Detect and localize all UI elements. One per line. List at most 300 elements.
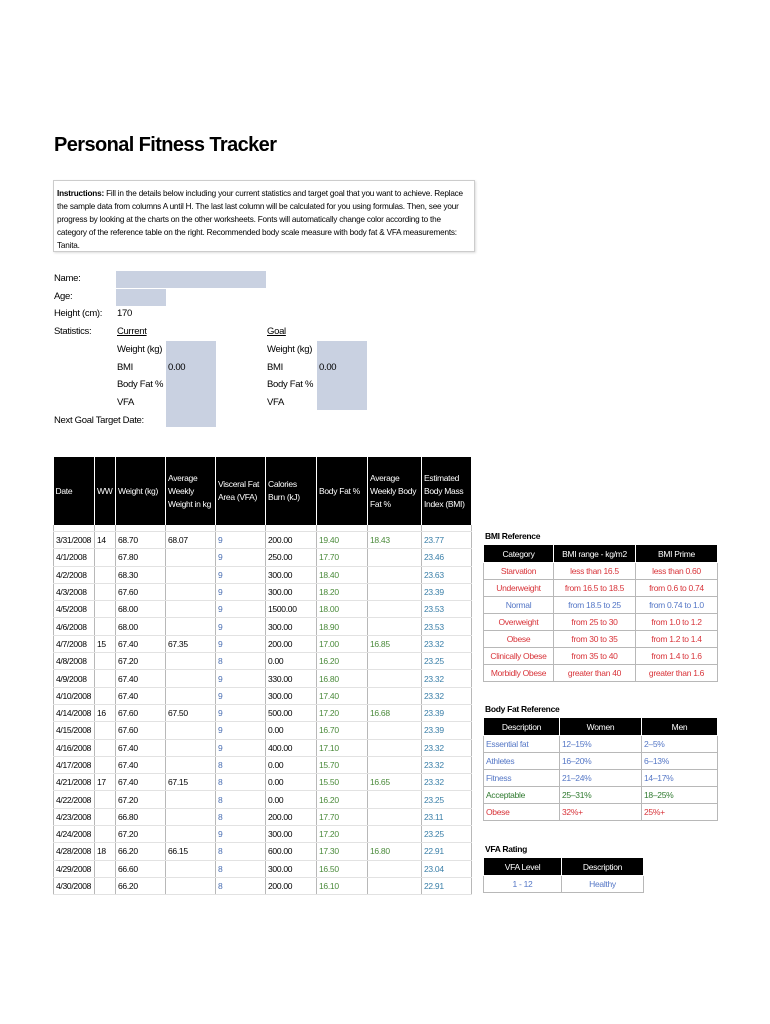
cell-date[interactable]: 4/22/2008 [54,791,95,808]
cell-ww[interactable] [95,549,116,566]
cell-calories[interactable]: 400.00 [266,739,317,756]
cell-calories[interactable]: 330.00 [266,670,317,687]
list-item [484,648,718,665]
list-item [484,804,718,821]
bmi-range-cell: greater than 40 [554,665,636,682]
vfa-description-cell: Healthy [562,876,644,893]
goal-heading: Goal [267,326,286,337]
bodyfat-description-cell: Athletes [484,753,560,770]
cell-vfa[interactable]: 8 [216,791,266,808]
cell-vfa[interactable]: 9 [216,670,266,687]
height-label: Height (cm): [54,308,103,319]
cell-calories[interactable]: 0.00 [266,756,317,773]
bodyfat-col-men: Men [642,718,718,736]
goal-stats-input[interactable] [317,341,367,410]
list-item [484,736,718,753]
cell-ww[interactable] [95,566,116,583]
table-row [54,791,472,808]
table-row [54,566,472,583]
cell-bodyfat[interactable]: 17.00 [317,635,368,652]
cell-calories[interactable]: 0.00 [266,791,317,808]
bodyfat-men-cell: 14–17% [642,770,718,787]
list-item [484,580,718,597]
cell-calories[interactable]: 300.00 [266,618,317,635]
list-item [484,787,718,804]
cell-avg-weight[interactable] [166,601,216,618]
cell-date[interactable]: 4/15/2008 [54,722,95,739]
cell-avg-bodyfat[interactable] [368,808,422,825]
bodyfat-men-cell: 18–25% [642,787,718,804]
table-row [54,774,472,791]
cell-avg-bodyfat[interactable] [368,860,422,877]
bmi-range-cell: from 16.5 to 18.5 [554,580,636,597]
cell-bmi[interactable]: 23.11 [422,808,472,825]
current-bodyfat-label: Body Fat % [117,379,164,390]
bodyfat-col-women: Women [560,718,642,736]
bmi-category-cell: Normal [484,597,554,614]
cell-weight[interactable]: 67.80 [116,549,166,566]
next-goal-date-label: Next Goal Target Date: [54,415,144,426]
col-header-bodyfat: Body Fat % [317,457,368,525]
cell-avg-weight[interactable] [166,670,216,687]
cell-avg-weight[interactable]: 68.07 [166,532,216,549]
cell-bmi[interactable]: 23.39 [422,704,472,721]
cell-avg-weight[interactable] [166,739,216,756]
current-stats-input[interactable] [166,341,216,427]
cell-bodyfat[interactable]: 16.20 [317,791,368,808]
cell-ww[interactable] [95,808,116,825]
cell-avg-weight[interactable]: 67.50 [166,704,216,721]
cell-bmi[interactable]: 23.46 [422,549,472,566]
cell-bodyfat[interactable]: 15.70 [317,756,368,773]
bmi-reference-table [483,544,718,682]
cell-calories[interactable]: 0.00 [266,774,317,791]
current-bmi-label: BMI [117,362,133,373]
bmi-range-cell: from 25 to 30 [554,614,636,631]
cell-bodyfat[interactable]: 17.40 [317,687,368,704]
col-header-calories: Calories Burn (kJ) [266,457,317,525]
cell-date[interactable]: 4/10/2008 [54,687,95,704]
list-item [484,563,718,580]
table-row [54,583,472,600]
list-item [484,614,718,631]
cell-ww[interactable]: 14 [95,532,116,549]
cell-vfa[interactable]: 9 [216,687,266,704]
table-row [54,826,472,843]
bodyfat-reference-heading: Body Fat Reference [485,704,560,714]
cell-avg-bodyfat[interactable]: 16.80 [368,843,422,860]
vfa-col-description: Description [562,858,644,876]
bmi-prime-cell: from 1.0 to 1.2 [636,614,718,631]
cell-avg-bodyfat[interactable] [368,653,422,670]
col-header-bmi: Estimated Body Mass Index (BMI) [422,457,472,525]
cell-avg-bodyfat[interactable] [368,756,422,773]
cell-avg-bodyfat[interactable] [368,670,422,687]
cell-avg-bodyfat[interactable] [368,739,422,756]
goal-bodyfat-label: Body Fat % [267,379,314,390]
instructions-box [53,180,475,252]
bmi-range-cell: from 18.5 to 25 [554,597,636,614]
cell-avg-bodyfat[interactable] [368,549,422,566]
cell-avg-bodyfat[interactable] [368,877,422,894]
cell-ww[interactable] [95,653,116,670]
cell-ww[interactable] [95,687,116,704]
cell-ww[interactable]: 18 [95,843,116,860]
vfa-rating-heading: VFA Rating [485,844,528,854]
table-row [54,877,472,894]
cell-calories[interactable]: 300.00 [266,687,317,704]
cell-vfa[interactable]: 9 [216,532,266,549]
cell-bodyfat[interactable]: 17.70 [317,549,368,566]
cell-date[interactable]: 4/8/2008 [54,653,95,670]
bmi-prime-cell: less than 0.60 [636,563,718,580]
col-header-vfa: Visceral Fat Area (VFA) [216,457,266,525]
cell-weight[interactable]: 67.60 [116,722,166,739]
cell-avg-weight[interactable] [166,687,216,704]
cell-vfa[interactable]: 9 [216,549,266,566]
cell-date[interactable]: 3/31/2008 [54,532,95,549]
cell-bodyfat[interactable]: 16.50 [317,860,368,877]
cell-bmi[interactable]: 23.53 [422,601,472,618]
cell-weight[interactable]: 66.60 [116,860,166,877]
col-header-avg-bodyfat: Average Weekly Body Fat % [368,457,422,525]
age-input[interactable] [116,289,166,306]
bodyfat-description-cell: Acceptable [484,787,560,804]
cell-ww[interactable] [95,722,116,739]
table-row [54,687,472,704]
cell-date[interactable]: 4/24/2008 [54,826,95,843]
bmi-range-cell: less than 16.5 [554,563,636,580]
cell-date[interactable]: 4/5/2008 [54,601,95,618]
bmi-col-category: Category [484,545,554,563]
instructions-text: Fill in the details below including your current statistics and target goal that you want to achieve. Replace the sample data from columns A until H. The last last column will be calculated for you using formulas. Then, see your progress by looking at the charts on the other worksheets. Fonts will automatically change color according to the category of the reference table on the right. Recommended body scale measure with body fat & VFA measurements: Tanita. [57,189,463,250]
cell-vfa[interactable]: 9 [216,826,266,843]
cell-bmi[interactable]: 23.32 [422,739,472,756]
cell-date[interactable]: 4/9/2008 [54,670,95,687]
cell-avg-bodyfat[interactable] [368,601,422,618]
col-header-ww: WW [95,457,116,525]
cell-avg-weight[interactable] [166,791,216,808]
cell-weight[interactable]: 67.60 [116,583,166,600]
statistics-label: Statistics: [54,326,92,337]
cell-bodyfat[interactable]: 18.90 [317,618,368,635]
cell-avg-weight[interactable] [166,566,216,583]
cell-avg-bodyfat[interactable]: 18.43 [368,532,422,549]
table-row [54,532,472,549]
cell-bmi[interactable]: 23.53 [422,618,472,635]
table-row [54,756,472,773]
cell-vfa[interactable]: 9 [216,704,266,721]
cell-avg-bodyfat[interactable] [368,722,422,739]
cell-weight[interactable]: 67.40 [116,635,166,652]
cell-date[interactable]: 4/6/2008 [54,618,95,635]
cell-avg-weight[interactable]: 67.35 [166,635,216,652]
cell-avg-bodyfat[interactable]: 16.68 [368,704,422,721]
bodyfat-col-description: Description [484,718,560,736]
cell-bmi[interactable]: 23.25 [422,653,472,670]
cell-weight[interactable]: 68.00 [116,618,166,635]
list-item [484,876,644,893]
goal-vfa-label: VFA [267,397,285,408]
goal-bmi-label: BMI [267,362,283,373]
cell-bodyfat[interactable]: 16.10 [317,877,368,894]
cell-bmi[interactable]: 23.32 [422,687,472,704]
cell-vfa[interactable]: 8 [216,774,266,791]
col-header-date: Date [54,457,95,525]
bmi-range-cell: from 30 to 35 [554,631,636,648]
cell-bodyfat[interactable]: 19.40 [317,532,368,549]
col-header-avg-weight: Average Weekly Weight in kg [166,457,216,525]
cell-vfa[interactable]: 8 [216,653,266,670]
table-row [54,635,472,652]
cell-ww[interactable] [95,601,116,618]
cell-weight[interactable]: 67.40 [116,687,166,704]
table-row [54,618,472,635]
cell-bodyfat[interactable]: 17.20 [317,704,368,721]
cell-bmi[interactable]: 23.25 [422,791,472,808]
table-row [54,653,472,670]
cell-weight[interactable]: 67.20 [116,826,166,843]
bodyfat-women-cell: 25–31% [560,787,642,804]
cell-weight[interactable]: 67.60 [116,704,166,721]
cell-bmi[interactable]: 23.39 [422,583,472,600]
page-title: Personal Fitness Tracker [54,134,277,156]
cell-weight[interactable]: 67.20 [116,791,166,808]
bmi-category-cell: Underweight [484,580,554,597]
cell-avg-weight[interactable] [166,653,216,670]
cell-bmi[interactable]: 23.32 [422,774,472,791]
cell-vfa[interactable]: 9 [216,635,266,652]
cell-calories[interactable]: 200.00 [266,808,317,825]
cell-bodyfat[interactable]: 18.00 [317,601,368,618]
cell-ww[interactable] [95,670,116,687]
cell-calories[interactable]: 1500.00 [266,601,317,618]
cell-weight[interactable]: 67.40 [116,774,166,791]
table-row [54,739,472,756]
bodyfat-women-cell: 12–15% [560,736,642,753]
cell-avg-weight[interactable]: 67.15 [166,774,216,791]
cell-avg-weight[interactable] [166,618,216,635]
bmi-prime-cell: from 0.74 to 1.0 [636,597,718,614]
cell-calories[interactable]: 300.00 [266,566,317,583]
cell-avg-weight[interactable]: 66.15 [166,843,216,860]
cell-date[interactable]: 4/3/2008 [54,583,95,600]
bodyfat-description-cell: Obese [484,804,560,821]
cell-date[interactable]: 4/1/2008 [54,549,95,566]
cell-weight[interactable]: 66.20 [116,843,166,860]
cell-date[interactable]: 4/30/2008 [54,877,95,894]
cell-calories[interactable]: 0.00 [266,722,317,739]
cell-bodyfat[interactable]: 18.40 [317,566,368,583]
bodyfat-men-cell: 25%+ [642,804,718,821]
cell-calories[interactable]: 300.00 [266,583,317,600]
list-item [484,597,718,614]
cell-avg-bodyfat[interactable] [368,566,422,583]
cell-bodyfat[interactable]: 16.70 [317,722,368,739]
cell-avg-bodyfat[interactable] [368,791,422,808]
cell-calories[interactable]: 600.00 [266,843,317,860]
cell-calories[interactable]: 500.00 [266,704,317,721]
cell-date[interactable]: 4/21/2008 [54,774,95,791]
bmi-category-cell: Starvation [484,563,554,580]
bodyfat-women-cell: 21–24% [560,770,642,787]
cell-weight[interactable]: 68.00 [116,601,166,618]
cell-bodyfat[interactable]: 16.80 [317,670,368,687]
cell-ww[interactable] [95,756,116,773]
cell-avg-bodyfat[interactable] [368,618,422,635]
cell-bodyfat[interactable]: 17.70 [317,808,368,825]
bmi-prime-cell: greater than 1.6 [636,665,718,682]
cell-date[interactable]: 4/14/2008 [54,704,95,721]
cell-vfa[interactable]: 8 [216,808,266,825]
bodyfat-women-cell: 16–20% [560,753,642,770]
cell-ww[interactable] [95,877,116,894]
vfa-col-level: VFA Level [484,858,562,876]
bmi-category-cell: Overweight [484,614,554,631]
cell-avg-bodyfat[interactable] [368,687,422,704]
log-header-row [54,457,472,525]
table-row [54,722,472,739]
cell-vfa[interactable]: 9 [216,583,266,600]
cell-bmi[interactable]: 23.32 [422,756,472,773]
bmi-col-prime: BMI Prime [636,545,718,563]
cell-calories[interactable]: 0.00 [266,653,317,670]
cell-date[interactable]: 4/28/2008 [54,843,95,860]
fitness-log-table [53,457,472,895]
cell-weight[interactable]: 67.40 [116,739,166,756]
cell-calories[interactable]: 200.00 [266,877,317,894]
cell-ww[interactable] [95,860,116,877]
cell-avg-weight[interactable] [166,583,216,600]
cell-bodyfat[interactable]: 16.20 [317,653,368,670]
cell-bodyfat[interactable]: 15.50 [317,774,368,791]
cell-bmi[interactable]: 23.39 [422,722,472,739]
list-item [484,753,718,770]
name-input[interactable] [116,271,266,288]
list-item [484,631,718,648]
cell-avg-weight[interactable] [166,549,216,566]
cell-bodyfat[interactable]: 17.20 [317,826,368,843]
cell-avg-bodyfat[interactable]: 16.85 [368,635,422,652]
cell-ww[interactable]: 16 [95,704,116,721]
cell-bmi[interactable]: 23.77 [422,532,472,549]
cell-vfa[interactable]: 9 [216,618,266,635]
table-row [54,549,472,566]
cell-bmi[interactable]: 22.91 [422,843,472,860]
cell-ww[interactable] [95,618,116,635]
instructions-label: Instructions: [57,189,104,198]
height-input[interactable]: 170 [117,308,132,319]
cell-vfa[interactable]: 8 [216,877,266,894]
cell-bmi[interactable]: 23.04 [422,860,472,877]
cell-calories[interactable]: 200.00 [266,635,317,652]
goal-weight-label: Weight (kg) [267,344,313,355]
cell-calories[interactable]: 300.00 [266,826,317,843]
bodyfat-description-cell: Essential fat [484,736,560,753]
cell-weight[interactable]: 67.40 [116,756,166,773]
cell-ww[interactable] [95,826,116,843]
table-row [54,670,472,687]
cell-calories[interactable]: 300.00 [266,860,317,877]
cell-bmi[interactable]: 23.32 [422,670,472,687]
table-row [54,843,472,860]
cell-avg-weight[interactable] [166,722,216,739]
vfa-level-cell: 1 - 12 [484,876,562,893]
cell-weight[interactable]: 66.80 [116,808,166,825]
cell-bmi[interactable]: 23.32 [422,635,472,652]
cell-ww[interactable]: 17 [95,774,116,791]
cell-avg-bodyfat[interactable] [368,826,422,843]
cell-calories[interactable]: 250.00 [266,549,317,566]
bmi-range-cell: from 35 to 40 [554,648,636,665]
bodyfat-description-cell: Fitness [484,770,560,787]
cell-vfa[interactable]: 8 [216,860,266,877]
cell-vfa[interactable]: 9 [216,722,266,739]
cell-avg-weight[interactable] [166,826,216,843]
cell-date[interactable]: 4/29/2008 [54,860,95,877]
goal-bmi-value: 0.00 [319,362,337,373]
bmi-category-cell: Obese [484,631,554,648]
current-heading: Current [117,326,147,337]
table-row [54,808,472,825]
cell-bodyfat[interactable]: 18.20 [317,583,368,600]
cell-avg-bodyfat[interactable]: 16.65 [368,774,422,791]
table-row [54,601,472,618]
cell-date[interactable]: 4/23/2008 [54,808,95,825]
cell-date[interactable]: 4/16/2008 [54,739,95,756]
cell-bmi[interactable]: 23.63 [422,566,472,583]
cell-bmi[interactable]: 23.25 [422,826,472,843]
cell-calories[interactable]: 200.00 [266,532,317,549]
table-row [54,704,472,721]
cell-weight[interactable]: 67.40 [116,670,166,687]
current-bmi-value: 0.00 [168,362,186,373]
bmi-prime-cell: from 1.4 to 1.6 [636,648,718,665]
age-label: Age: [54,291,73,302]
cell-avg-weight[interactable] [166,860,216,877]
cell-ww[interactable] [95,583,116,600]
cell-date[interactable]: 4/7/2008 [54,635,95,652]
cell-weight[interactable]: 66.20 [116,877,166,894]
cell-weight[interactable]: 68.30 [116,566,166,583]
cell-vfa[interactable]: 9 [216,566,266,583]
cell-weight[interactable]: 68.70 [116,532,166,549]
list-item [484,665,718,682]
col-header-weight: Weight (kg) [116,457,166,525]
cell-avg-weight[interactable] [166,756,216,773]
cell-bodyfat[interactable]: 17.30 [317,843,368,860]
cell-date[interactable]: 4/17/2008 [54,756,95,773]
bodyfat-reference-table [483,717,718,821]
cell-bodyfat[interactable]: 17.10 [317,739,368,756]
cell-bmi[interactable]: 22.91 [422,877,472,894]
cell-vfa[interactable]: 9 [216,601,266,618]
bodyfat-men-cell: 2–5% [642,736,718,753]
name-label: Name: [54,273,81,284]
cell-ww[interactable]: 15 [95,635,116,652]
cell-date[interactable]: 4/2/2008 [54,566,95,583]
cell-avg-weight[interactable] [166,808,216,825]
cell-ww[interactable] [95,791,116,808]
cell-weight[interactable]: 67.20 [116,653,166,670]
cell-avg-bodyfat[interactable] [368,583,422,600]
cell-avg-weight[interactable] [166,877,216,894]
cell-ww[interactable] [95,739,116,756]
cell-vfa[interactable]: 8 [216,756,266,773]
cell-vfa[interactable]: 9 [216,739,266,756]
cell-vfa[interactable]: 8 [216,843,266,860]
bmi-category-cell: Morbidly Obese [484,665,554,682]
